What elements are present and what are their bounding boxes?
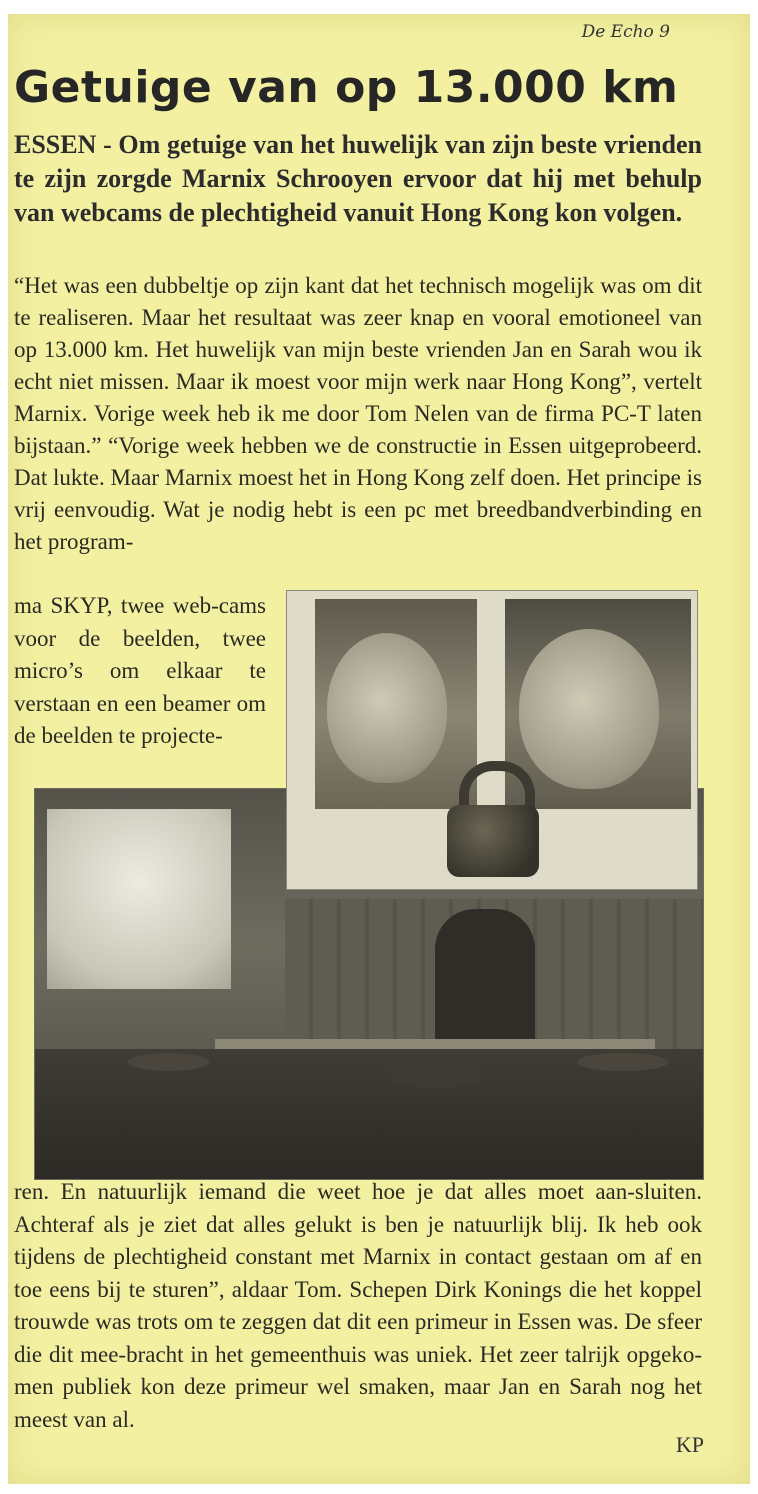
padlock-body [447, 805, 539, 877]
projection-screen [47, 809, 231, 989]
headline: Getuige van op 13.000 km [14, 62, 679, 113]
body-text-top: “Het was een dubbeltje op zijn kant dat het technisch mogelijk was om dit te realiseren. Maar het resultaat was zeer knap en vooral emotioneel van op 13.000 km. Het huwelijk van mijn beste vrienden Jan en Sarah wou ik echt niet missen. Maar ik moest voor mijn werk naar Hong Kong”, vertelt Marnix. Vorige week heb ik me door Tom Nelen van de firma PC-T laten bijstaan.” “Vorige week hebben we de constructie in Essen uitgeprobeerd. Dat lukte. Maar Marnix moest het in Hong Kong zelf doen. Het principe is vrij eenvoudig. Wat je nodig hebt is een pc met breedbandverbinding en het program- [14, 273, 702, 554]
author-initials: KP [675, 1432, 704, 1457]
webcam-portraits-photo [286, 590, 698, 890]
body-text-wrap: ma SKYP, twee web-cams voor de beelden, twee micro’s om elkaar te verstaan en een beamer om de beelden te projecte- [14, 593, 266, 748]
masthead: De Echo 9 [581, 22, 670, 42]
face-man [519, 629, 659, 789]
face-woman [327, 633, 447, 783]
body-text-bottom: ren. En natuurlijk iemand die weet hoe je dat alles moet aan-sluiten. Achteraf als je ziet dat alles gelukt is ben je natuurlijk blij. Ik heb ook tijdens de plechtigheid constant met Marnix in contact gestaan om af en toe eens bij te sturen”, aldaar Tom. Schepen Dirk Konings die het koppel trouwde was trots om te zeggen dat dit een primeur in Essen was. De sfeer die dit mee-bracht in het gemeenthuis was uniek. Het zeer talrijk opgeko-men publiek kon deze primeur wel smaken, maar Jan en Sarah nog het meest van al. [14, 1179, 702, 1432]
lead-paragraph: ESSEN - Om getuige van het huwelijk van zijn beste vrienden te zijn zorgde Marnix Schrooyen ervoor dat hij met behulp van webcams de plechtigheid vanuit Hong Kong kon volgen. [14, 130, 702, 227]
audience [35, 1049, 703, 1179]
